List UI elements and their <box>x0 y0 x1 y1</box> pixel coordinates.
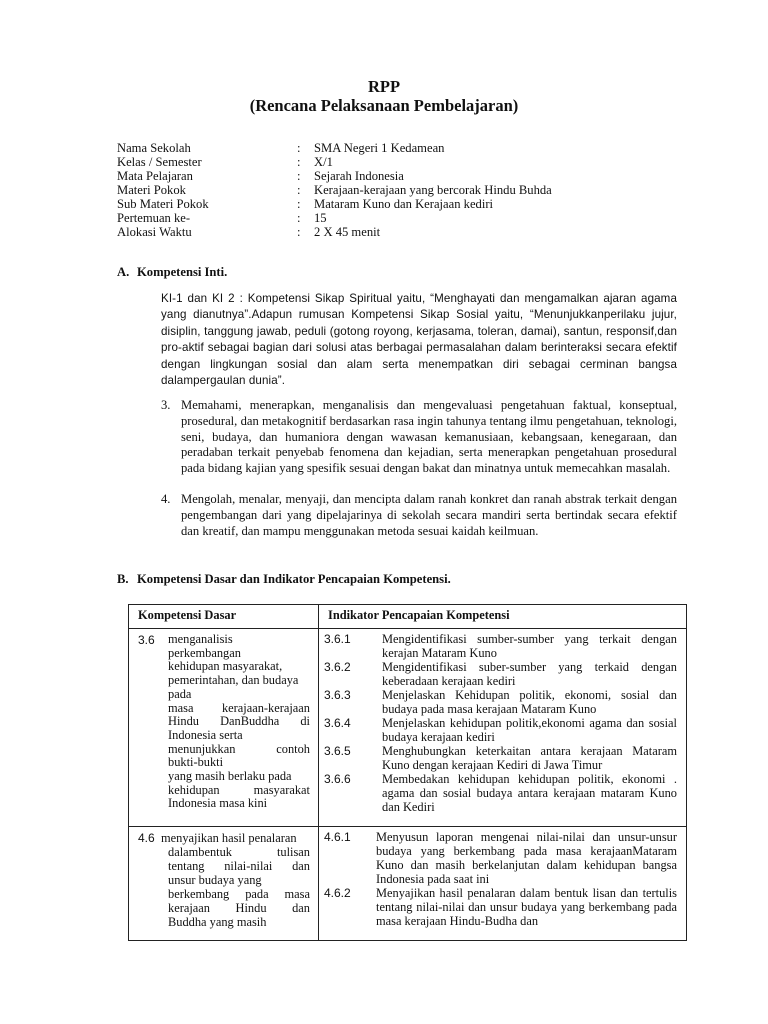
identity-row <box>117 183 552 197</box>
identity-label: Nama Sekolah <box>117 141 191 155</box>
indicator-cell <box>319 629 687 827</box>
kd-cell <box>129 827 319 941</box>
section-title: Kompetensi Dasar dan Indikator Pencapaian Kompetensi. <box>137 572 451 586</box>
indicator-item <box>324 688 677 716</box>
kd-line: menganalisis <box>168 632 233 646</box>
kd-line: pada <box>168 686 192 701</box>
kd-line: kerajaan Hindu dan <box>168 901 310 915</box>
identity-row <box>117 141 552 155</box>
identity-separator: : <box>297 183 301 197</box>
identity-value: 15 <box>314 211 327 225</box>
column-header: Kompetensi Dasar <box>129 605 319 629</box>
identity-separator: : <box>297 197 301 211</box>
indicator-text: Menyusun laporan mengenai nilai-nilai dan unsur-unsur budaya yang berkembang pada masa kerajaanMataram Kuno dan masih berkelanjutan dalam kehidupan bangsa Indonesia pada saat ini <box>376 830 677 886</box>
indicator-number: 3.6.6 <box>324 772 351 786</box>
identity-label: Sub Materi Pokok <box>117 197 209 211</box>
list-item-number: 3. <box>161 398 171 412</box>
indicator-text: Menyajikan hasil penalaran dalam bentuk lisan dan tertulis tentang nilai-nilai dan unsur budaya yang berkembang pada masa kerajaan Hindu-Budha dan <box>376 886 677 928</box>
identity-value: SMA Negeri 1 Kedamean <box>314 141 445 155</box>
indicator-text: Mengidentifikasi sumber-sumber yang terkait dengan kerajan Mataram Kuno <box>382 632 677 660</box>
kd-line: Indonesia masa kini <box>168 796 268 811</box>
list-item-number: 4. <box>161 492 171 506</box>
document-subtitle: (Rencana Pelaksanaan Pembelajaran) <box>249 96 519 115</box>
identity-value: Mataram Kuno dan Kerajaan kediri <box>314 197 494 211</box>
identity-label: Pertemuan ke- <box>117 211 191 225</box>
indicator-number: 3.6.3 <box>324 688 351 702</box>
kd-line: unsur budaya yang <box>168 873 262 887</box>
section-letter: A. <box>117 265 130 279</box>
indicator-text: Menjelaskan kehidupan politik,ekonomi agama dan sosial budaya kerajaan kediri <box>382 716 677 744</box>
kd-line: kehidupan masyarakat, <box>168 659 283 674</box>
indicator-number: 4.6.1 <box>324 830 351 844</box>
indicator-item <box>324 744 677 772</box>
identity-value: X/1 <box>314 155 333 169</box>
competency-table <box>128 604 687 941</box>
kd-number: 3.6 <box>138 633 155 647</box>
identity-block <box>117 141 552 239</box>
kd-line: dalambentuk tulisan <box>168 845 310 859</box>
identity-separator: : <box>297 225 301 239</box>
column-header: Indikator Pencapaian Kompetensi <box>319 605 687 629</box>
indicator-text: Menghubungkan keterkaitan antara kerajaan Mataram Kuno dengan kerajaan Kediri di Jawa Timur <box>382 744 677 772</box>
indicator-text: Menjelaskan Kehidupan politik, ekonomi, sosial dan budaya pada masa kerajaan Mataram Kuno <box>382 688 677 716</box>
identity-row <box>117 197 552 211</box>
kd-line: tentang nilai-nilai dan <box>168 859 310 873</box>
kd-line: kehidupan masyarakat <box>168 782 310 797</box>
indicator-text: Mengidentifikasi suber-sumber yang terkaid dengan keberadaan kerajaan kediri <box>382 660 677 688</box>
kd-number: 4.6 <box>138 831 155 845</box>
kd-line: berkembang pada masa <box>168 887 310 901</box>
identity-label: Mata Pelajaran <box>117 169 193 183</box>
indicator-number: 4.6.2 <box>324 886 351 900</box>
kd-cell <box>129 629 319 827</box>
indicator-item <box>324 716 677 744</box>
table-row <box>129 629 687 827</box>
table-header-row <box>129 605 687 629</box>
identity-separator: : <box>297 169 301 183</box>
kd-line: menunjukkan contoh <box>168 741 310 756</box>
list-item <box>157 492 677 539</box>
section-letter: B. <box>117 572 129 586</box>
table-row <box>129 827 687 941</box>
ki-list <box>157 398 677 539</box>
kd-line: bukti-bukti <box>168 755 224 770</box>
kd-line: Indonesia serta <box>168 727 243 742</box>
ki-paragraph: KI-1 dan KI 2 : Kompetensi Sikap Spiritual yaitu, “Menghayati dan mengamalkan ajaran agama yang dianutnya”.Adapun rumusan Kompetensi Sikap Sosial yaitu, “Menunjukkanperilaku jujur, disiplin, tanggung jawab, peduli (gotong royong, kerjasama, toleran, damai), santun, responsif,dan pro-aktif sebagai bagian dari solusi atas berbagai permasalahan dalam berinteraksi secara efektif dengan lingkungan sosial dan alam serta menempatkan diri sebagai cerminan bangsa dalampergaulan dunia”. <box>161 292 677 388</box>
identity-row <box>117 169 552 183</box>
indicator-item <box>324 632 677 660</box>
identity-value: 2 X 45 menit <box>314 225 381 239</box>
document-title: RPP <box>367 77 401 96</box>
section-title: Kompetensi Inti. <box>137 265 228 279</box>
identity-label: Materi Pokok <box>117 183 186 197</box>
identity-separator: : <box>297 155 301 169</box>
kd-line: Hindu DanBuddha di <box>168 714 310 729</box>
kd-line: yang masih berlaku pada <box>168 769 292 784</box>
indicator-text: Membedakan kehidupan kehidupan politik, ekonomi . agama dan sosial budaya antara kerajaan mataram Kuno dan Kediri <box>382 772 677 814</box>
kd-line: masa kerajaan-kerajaan <box>168 700 310 715</box>
list-item <box>157 398 677 492</box>
identity-label: Alokasi Waktu <box>117 225 192 239</box>
identity-label: Kelas / Semester <box>117 155 202 169</box>
section-b-heading <box>117 572 451 587</box>
indicator-number: 3.6.5 <box>324 744 351 758</box>
kd-line: perkembangan <box>168 645 241 660</box>
list-item-text: Memahami, menerapkan, menganalisis dan mengevaluasi pengetahuan faktual, konseptual, prosedural, dan metakognitif berdasarkan rasa ingin tahunya tentang ilmu pengetahuan, teknologi, seni, budaya, dan humaniora dengan wawasan kemanusiaan, kebangsaan, kenegaraan, dan peradaban terkait penyebab fenomena dan kejadian, serta menerapkan pengetahuan prosedural pada bidang kajian yang spesifik sesuai dengan bakat dan minatnya untuk memecahkan masalah. <box>181 398 677 476</box>
kd-line: menyajikan hasil penalaran <box>161 831 297 845</box>
kd-line: Buddha yang masih <box>168 915 267 929</box>
indicator-number: 3.6.2 <box>324 660 351 674</box>
identity-separator: : <box>297 141 301 155</box>
indicator-cell <box>319 827 687 941</box>
identity-separator: : <box>297 211 301 225</box>
section-a-heading <box>117 265 227 280</box>
identity-row <box>117 225 552 239</box>
indicator-item <box>324 886 677 928</box>
kd-line: pemerintahan, dan budaya <box>168 673 299 688</box>
identity-row <box>117 211 552 225</box>
indicator-item <box>324 830 677 886</box>
list-item-text: Mengolah, menalar, menyaji, dan mencipta dalam ranah konkret dan ranah abstrak terkait dengan pengembangan dari yang dipelajarinya di sekolah secara mandiri serta bertindak secara efektif dan kreatif, dan mampu menggunakan metoda sesuai kaidah keilmuan. <box>181 492 677 538</box>
indicator-item <box>324 660 677 688</box>
identity-row <box>117 155 552 169</box>
identity-value: Sejarah Indonesia <box>314 169 404 183</box>
indicator-item <box>324 772 677 814</box>
indicator-number: 3.6.4 <box>324 716 351 730</box>
identity-value: Kerajaan-kerajaan yang bercorak Hindu Buhda <box>314 183 552 197</box>
indicator-number: 3.6.1 <box>324 632 351 646</box>
